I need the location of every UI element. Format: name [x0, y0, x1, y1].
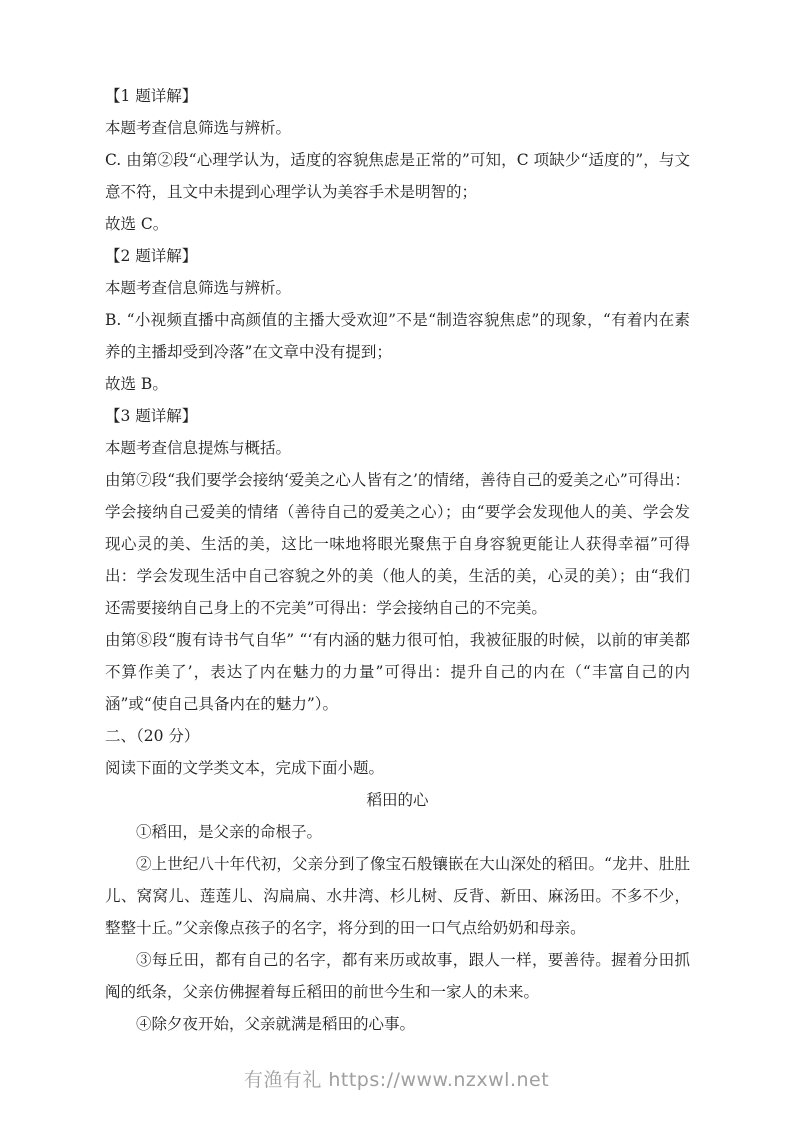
- explanation-q1: [105, 80, 690, 240]
- q2-analysis: B. “小视频直播中高颜值的主播大受欢迎”不是“制造容貌焦虑”的现象，“有着内在素养的主播却受到冷落”在文章中没有提到；: [105, 311, 690, 361]
- q3-analysis-1: 由第⑦段“我们要学会接纳‘爱美之心人皆有之’的情绪，善待自己的爱美之心”可得出：学会接纳自己爱美的情绪（善待自己的爱美之心）；由“要学会发现他人的美、学会发现心灵的美、生活的美，这比一味地将眼光聚焦于自身容貌更能让人获得幸福”可得出：学会发现生活中自己容貌之外的美（他人的美，生活的美，心灵的美）；由“我们还需要接纳自己身上的不完美”可得出：学会接纳自己的不完美。: [105, 471, 690, 617]
- q1-analysis: C. 由第②段“心理学认为，适度的容貌焦虑是正常的”可知，C 项缺少“适度的”，与文意不符，且文中未提到心理学认为美容手术是明智的；: [105, 151, 690, 201]
- section-two-instruction: 阅读下面的文学类文本，完成下面小题。: [105, 759, 385, 777]
- explanation-q2: [105, 240, 690, 400]
- q1-heading: 【1 题详解】: [105, 87, 198, 105]
- q3-heading: 【3 题详解】: [105, 407, 198, 425]
- footer-watermark: [0, 1065, 793, 1092]
- q2-focus: 本题考查信息筛选与辨析。: [105, 279, 292, 297]
- section-two-heading: 二、（20 分）: [105, 727, 200, 745]
- essay-title: 稻田的心: [366, 791, 429, 809]
- essay-paragraph-4: ④除夕夜开始，父亲就满是稻田的心事。: [136, 1015, 416, 1033]
- q2-heading: 【2 题详解】: [105, 247, 198, 265]
- q2-conclusion: 故选 B。: [105, 375, 168, 393]
- q3-focus: 本题考查信息提炼与概括。: [105, 439, 292, 457]
- watermark-text: 有渔有礼 https://www.nzxwl.net: [243, 1069, 550, 1091]
- essay-paragraph-3: ③每丘田，都有自己的名字，都有来历或故事，跟人一样，要善待。握着分田抓阄的纸条，父亲仿佛握着每丘稻田的前世今生和一家人的未来。: [105, 951, 690, 1001]
- explanation-q3: [105, 400, 690, 720]
- essay-paragraph-1: ①稻田，是父亲的命根子。: [136, 823, 323, 841]
- q1-conclusion: 故选 C。: [105, 215, 169, 233]
- essay-paragraph-2: ②上世纪八十年代初，父亲分到了像宝石般镶嵌在大山深处的稻田。“龙井、肚肚儿、窝窝儿、莲莲儿、沟扁扁、水井湾、杉儿树、反背、新田、麻汤田。不多不少，整整十丘。”父亲像点孩子的名字，将分到的田一口气点给奶奶和母亲。: [105, 855, 690, 937]
- essay-rice-field-heart: [105, 784, 690, 1040]
- q3-analysis-2: 由第⑧段“腹有诗书气自华” “‘有内涵的魅力很可怕，我被征服的时候，以前的审美都不算作美了’，表达了内在魅力的力量”可得出：提升自己的内在（“丰富自己的内涵”或“使自己具备内在的魅力”）。: [105, 631, 690, 713]
- q1-focus: 本题考查信息筛选与辨析。: [105, 119, 292, 137]
- section-two: [105, 720, 690, 784]
